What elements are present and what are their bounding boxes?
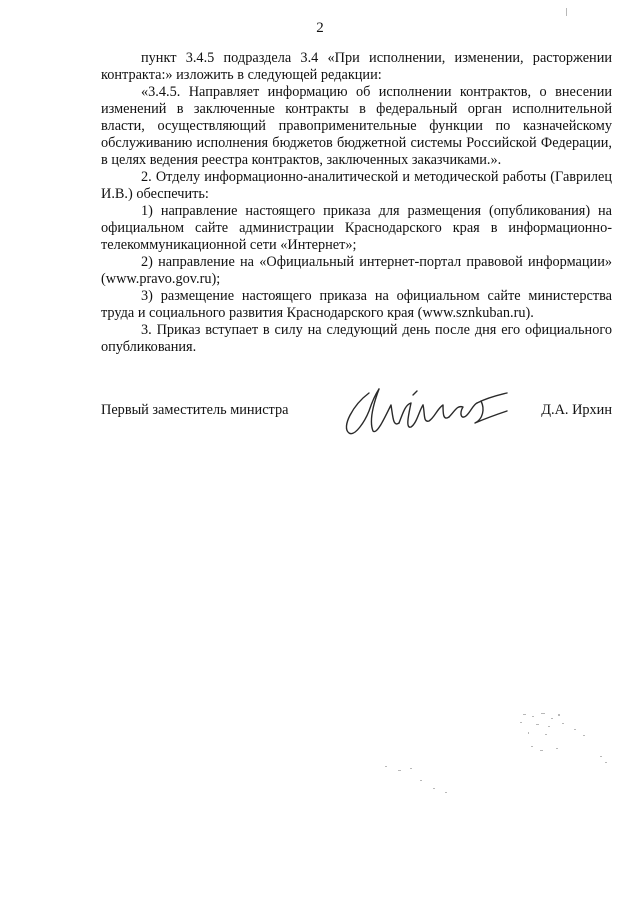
handwritten-signature: [339, 383, 509, 439]
paragraph-item-3: 3) размещение настоящего приказа на официальном сайте министерства труда и социального развития Краснодарского края (www.sznkuban.ru).: [101, 288, 612, 321]
page-number: 2: [316, 20, 324, 36]
signer-title: Первый заместитель министра: [101, 402, 289, 418]
signature-block: [101, 383, 612, 443]
document-body: [101, 50, 612, 356]
signer-name: Д.А. Ирхин: [541, 402, 612, 418]
paragraph-instruction-3: 3. Приказ вступает в силу на следующий день после дня его официального опубликования.: [101, 322, 612, 355]
paragraph-instruction-2: 2. Отделу информационно-аналитической и методической работы (Гаврилец И.В.) обеспечить:: [101, 169, 612, 202]
paragraph-item-1: 1) направление настоящего приказа для размещения (опубликования) на официальном сайте администрации Краснодарского края в информационно-телекоммуникационной сети «Интернет»;: [101, 203, 612, 253]
paragraph-amendment-intro: пункт 3.4.5 подраздела 3.4 «При исполнении, изменении, расторжении контракта:» изложить в следующей редакции:: [101, 50, 612, 83]
paragraph-item-2: 2) направление на «Официальный интернет-портал правовой информации» (www.pravo.gov.ru);: [101, 254, 612, 287]
paragraph-amendment-text: «3.4.5. Направляет информацию об исполнении контрактов, о внесении изменений в заключенные контракты в федеральный орган исполнительной власти, осуществляющий правоприменительные функции по казначейскому обслуживанию исполнения бюджетов бюджетной системы Российской Федерации, в целях ведения реестра контрактов, заключенных заказчиками.».: [101, 84, 612, 168]
